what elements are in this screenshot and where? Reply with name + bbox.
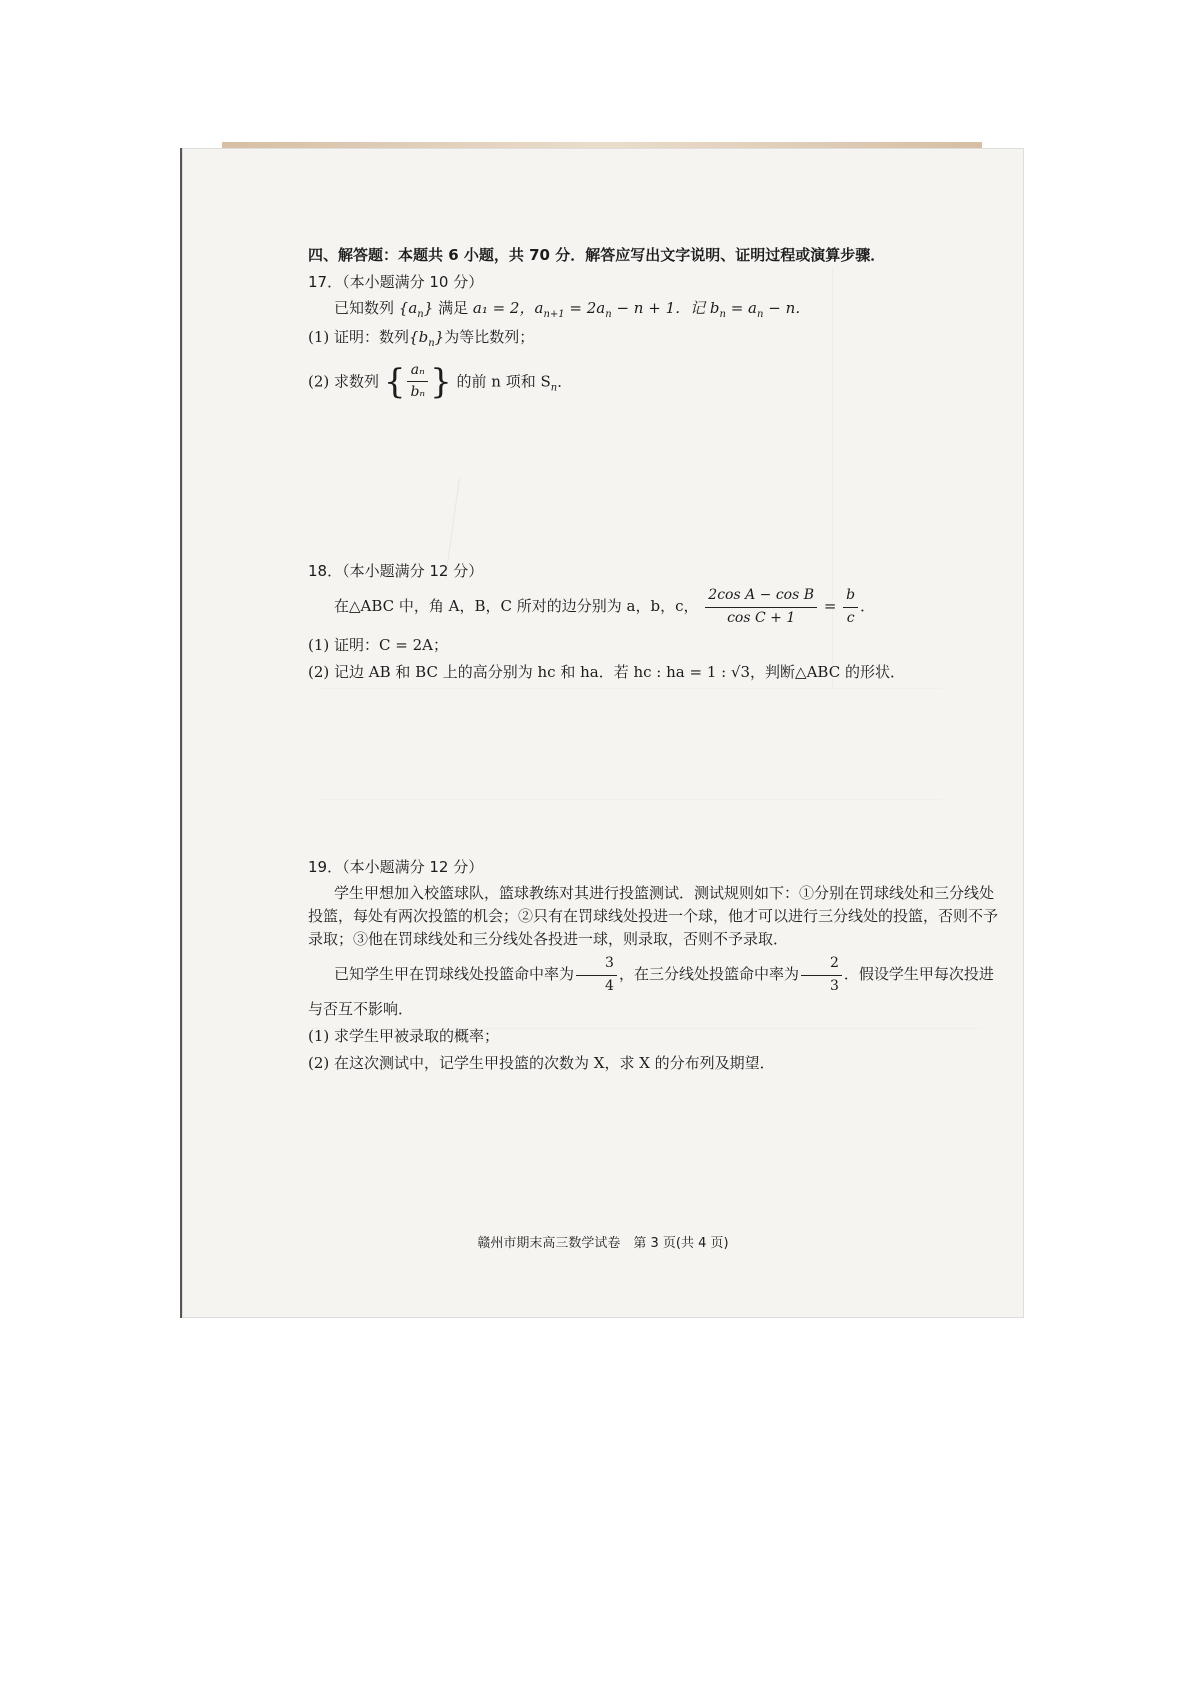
question-19: [308, 856, 998, 1075]
q19-text: ．假设学生甲每次投进与否互不影响．: [308, 965, 994, 1018]
fraction-denominator: 3: [829, 978, 839, 994]
fraction-numerator: b: [843, 585, 858, 608]
q17-cond: − n + 1．记 b: [616, 298, 720, 317]
q17-part2-text: 的前 n 项和 S: [456, 371, 551, 390]
q17-sub: n+1: [543, 308, 565, 320]
q17-sub: n: [417, 308, 424, 320]
question-18-stem: [334, 585, 998, 629]
q18-text: ．: [860, 597, 876, 616]
q18-fraction-right: [843, 585, 858, 629]
q17-cond: a₁ = 2，a: [472, 298, 544, 317]
q17-sub: n: [719, 308, 726, 320]
question-18-part-2: (2) 记边 AB 和 BC 上的高分别为 hc 和 ha．若 hc : ha = 1 : √3，判断△ABC 的形状．: [308, 663, 905, 682]
q17-seq-end: }: [434, 328, 445, 346]
question-19-title: 19．（本小题满分 12 分）: [308, 858, 484, 877]
q19-text: ，在三分线处投篮命中率为: [618, 965, 799, 984]
question-17-part-2: [308, 356, 998, 409]
q19-fraction-free-throw: [576, 953, 617, 997]
fraction-numerator: 2cos A − cos B: [705, 585, 817, 608]
q17-part1-text: (1) 证明：数列: [308, 328, 410, 346]
scan-edge-tape: [222, 142, 982, 148]
q17-part2-text: (2) 求数列: [308, 371, 380, 390]
question-19-part-2: (2) 在这次测试中，记学生甲投篮的次数为 X，求 X 的分布列及期望．: [308, 1054, 775, 1073]
q17-fraction: [407, 360, 428, 404]
right-brace: }: [430, 361, 452, 402]
q17-cond: = 2a: [569, 298, 606, 317]
q17-text: 满足: [438, 298, 469, 317]
section-heading: 四、解答题：本题共 6 小题，共 70 分．解答应写出文字说明、证明过程或演算步骤．: [308, 246, 886, 264]
left-brace: {: [383, 361, 406, 402]
q17-text: 已知数列: [334, 298, 395, 317]
fraction-denominator: cos C + 1: [727, 610, 796, 627]
q17-def: = a: [730, 298, 757, 317]
equals-sign: =: [823, 597, 837, 616]
q19-text: 已知学生甲在罚球线处投篮命中率为: [334, 965, 575, 984]
q17-sub: n: [428, 338, 435, 349]
question-18: [308, 560, 998, 684]
question-17: [308, 271, 998, 408]
question-19-probabilities: [308, 953, 998, 1021]
q17-seq-b: {b: [409, 328, 429, 346]
q17-sub: n: [757, 308, 764, 320]
q18-fraction-left: [705, 585, 817, 629]
exam-content: [308, 244, 998, 1079]
question-19-part-1: (1) 求学生甲被录取的概率；: [308, 1026, 500, 1045]
q17-part1-text: 为等比数列；: [444, 328, 535, 346]
q17-seq-end: }: [423, 298, 434, 317]
q17-def: − n．: [768, 298, 811, 317]
fraction-numerator: aₙ: [407, 360, 428, 383]
q17-seq-a: {a: [398, 298, 418, 317]
question-17-stem: [334, 297, 998, 323]
question-18-part-1: (1) 证明：C = 2A；: [308, 635, 448, 654]
q17-part1-seq: [409, 328, 445, 349]
page-footer: 赣州市期末高三数学试卷 第 3 页(共 4 页): [477, 1236, 729, 1251]
exam-paper-sheet: [180, 148, 1024, 1318]
question-18-title: 18．（本小题满分 12 分）: [308, 562, 484, 581]
fraction-denominator: 4: [605, 978, 614, 994]
q19-fraction-three-point: [801, 953, 842, 997]
q17-sub: n: [550, 381, 558, 393]
q17-part2-text: ．: [557, 371, 573, 390]
fraction-denominator: c: [846, 610, 855, 627]
question-17-title: 17．（本小题满分 10 分）: [308, 273, 484, 292]
q17-sub: n: [605, 308, 612, 320]
fraction-numerator: 2: [801, 953, 842, 976]
question-17-part-1: [308, 326, 998, 352]
q17-sequence: [398, 298, 434, 320]
fraction-numerator: 3: [576, 953, 617, 976]
q17-condition: [472, 298, 811, 320]
question-19-rules: 学生甲想加入校篮球队，篮球教练对其进行投篮测试．测试规则如下：①分别在罚球线处和三分线处投篮，每处有两次投篮的机会；②只有在罚球线处投进一个球，他才可以进行三分线处的投篮，否则不予录取；③他在罚球线处和三分线处各投进一球，则录取，否则不予录取．: [308, 883, 999, 949]
q18-text: 在△ABC 中，角 A，B，C 所对的边分别为 a，b，c，: [334, 597, 699, 616]
fraction-denominator: bₙ: [410, 384, 426, 401]
